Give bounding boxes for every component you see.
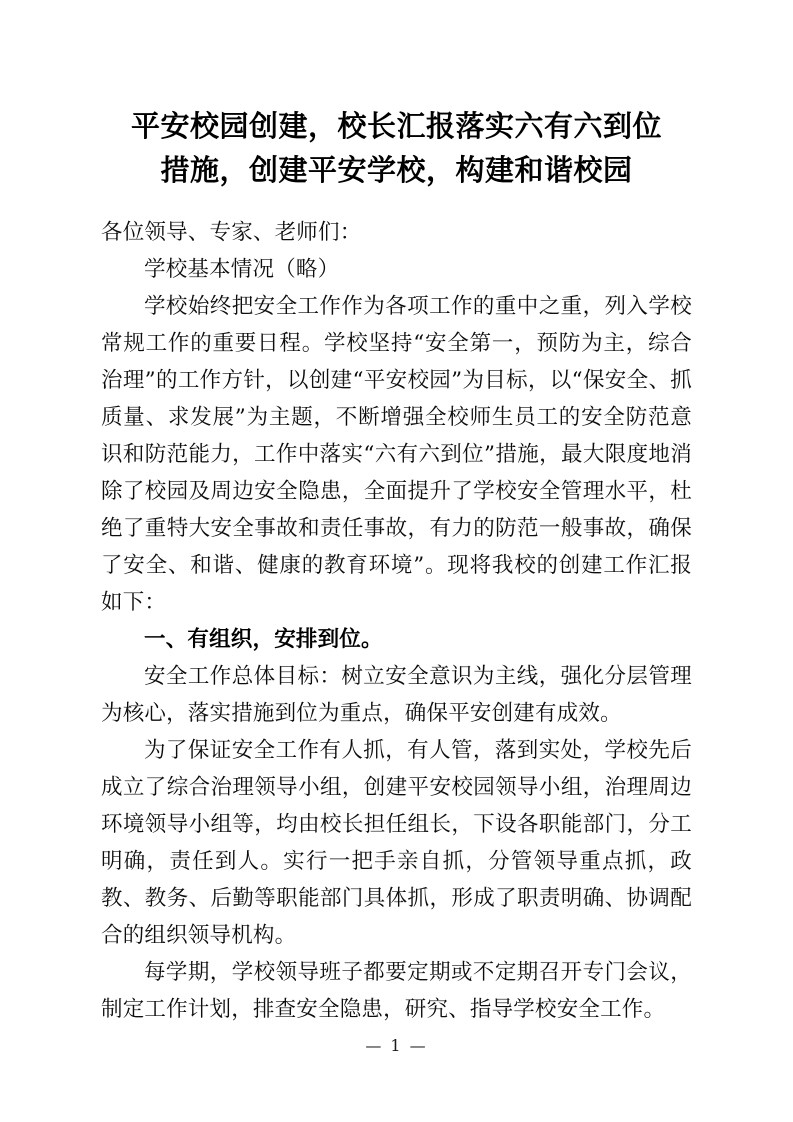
- document-body: [101, 214, 692, 1028]
- paragraph-safety-priority: 学校始终把安全工作作为各项工作的重中之重，列入学校常规工作的重要日程。学校坚持“安全第一，预防为主，综合治理”的工作方针，以创建“平安校园”为目标，以“保安全、抓质量、求发展”为主题，不断增强全校师生员工的安全防范意识和防范能力，工作中落实“六有六到位”措施，最大限度地消除了校园及周边安全隐患，全面提升了学校安全管理水平，杜绝了重特大安全事故和责任事故，有力的防范一般事故，确保了安全、和谐、健康的教育环境”。现将我校的创建工作汇报如下：: [101, 294, 692, 615]
- salutation: 各位领导、专家、老师们：: [101, 220, 362, 245]
- page-title: [101, 0, 692, 192]
- paragraph-term-meetings: 每学期，学校领导班子都要定期或不定期召开专门会议，制定工作计划，排查安全隐患，研究、指导学校安全工作。: [101, 960, 692, 1022]
- section-heading-1: 一、有组织，安排到位。: [144, 627, 383, 652]
- paragraph-school-overview: 学校基本情况（略）: [144, 257, 340, 282]
- page-number-footer: — 1 —: [365, 1036, 428, 1055]
- paragraph-safety-goals: 安全工作总体目标：树立安全意识为主线，强化分层管理为核心，落实措施到位为重点，确保平安创建有成效。: [101, 664, 692, 726]
- doc-title-line-1: 平安校园创建，校长汇报落实六有六到位: [130, 109, 662, 143]
- doc-title-line-2: 措施，创建平安学校，构建和谐校园: [160, 153, 633, 187]
- paragraph-leadership-groups: 为了保证安全工作有人抓，有人管，落到实处，学校先后成立了综合治理领导小组，创建平安校园领导小组，治理周边环境领导小组等，均由校长担任组长，下设各职能部门，分工明确，责任到人。实行一把手亲自抓，分管领导重点抓，政教、教务、后勤等职能部门具体抓，形成了职责明确、协调配合的组织领导机构。: [101, 738, 692, 948]
- document-content: [101, 0, 692, 1028]
